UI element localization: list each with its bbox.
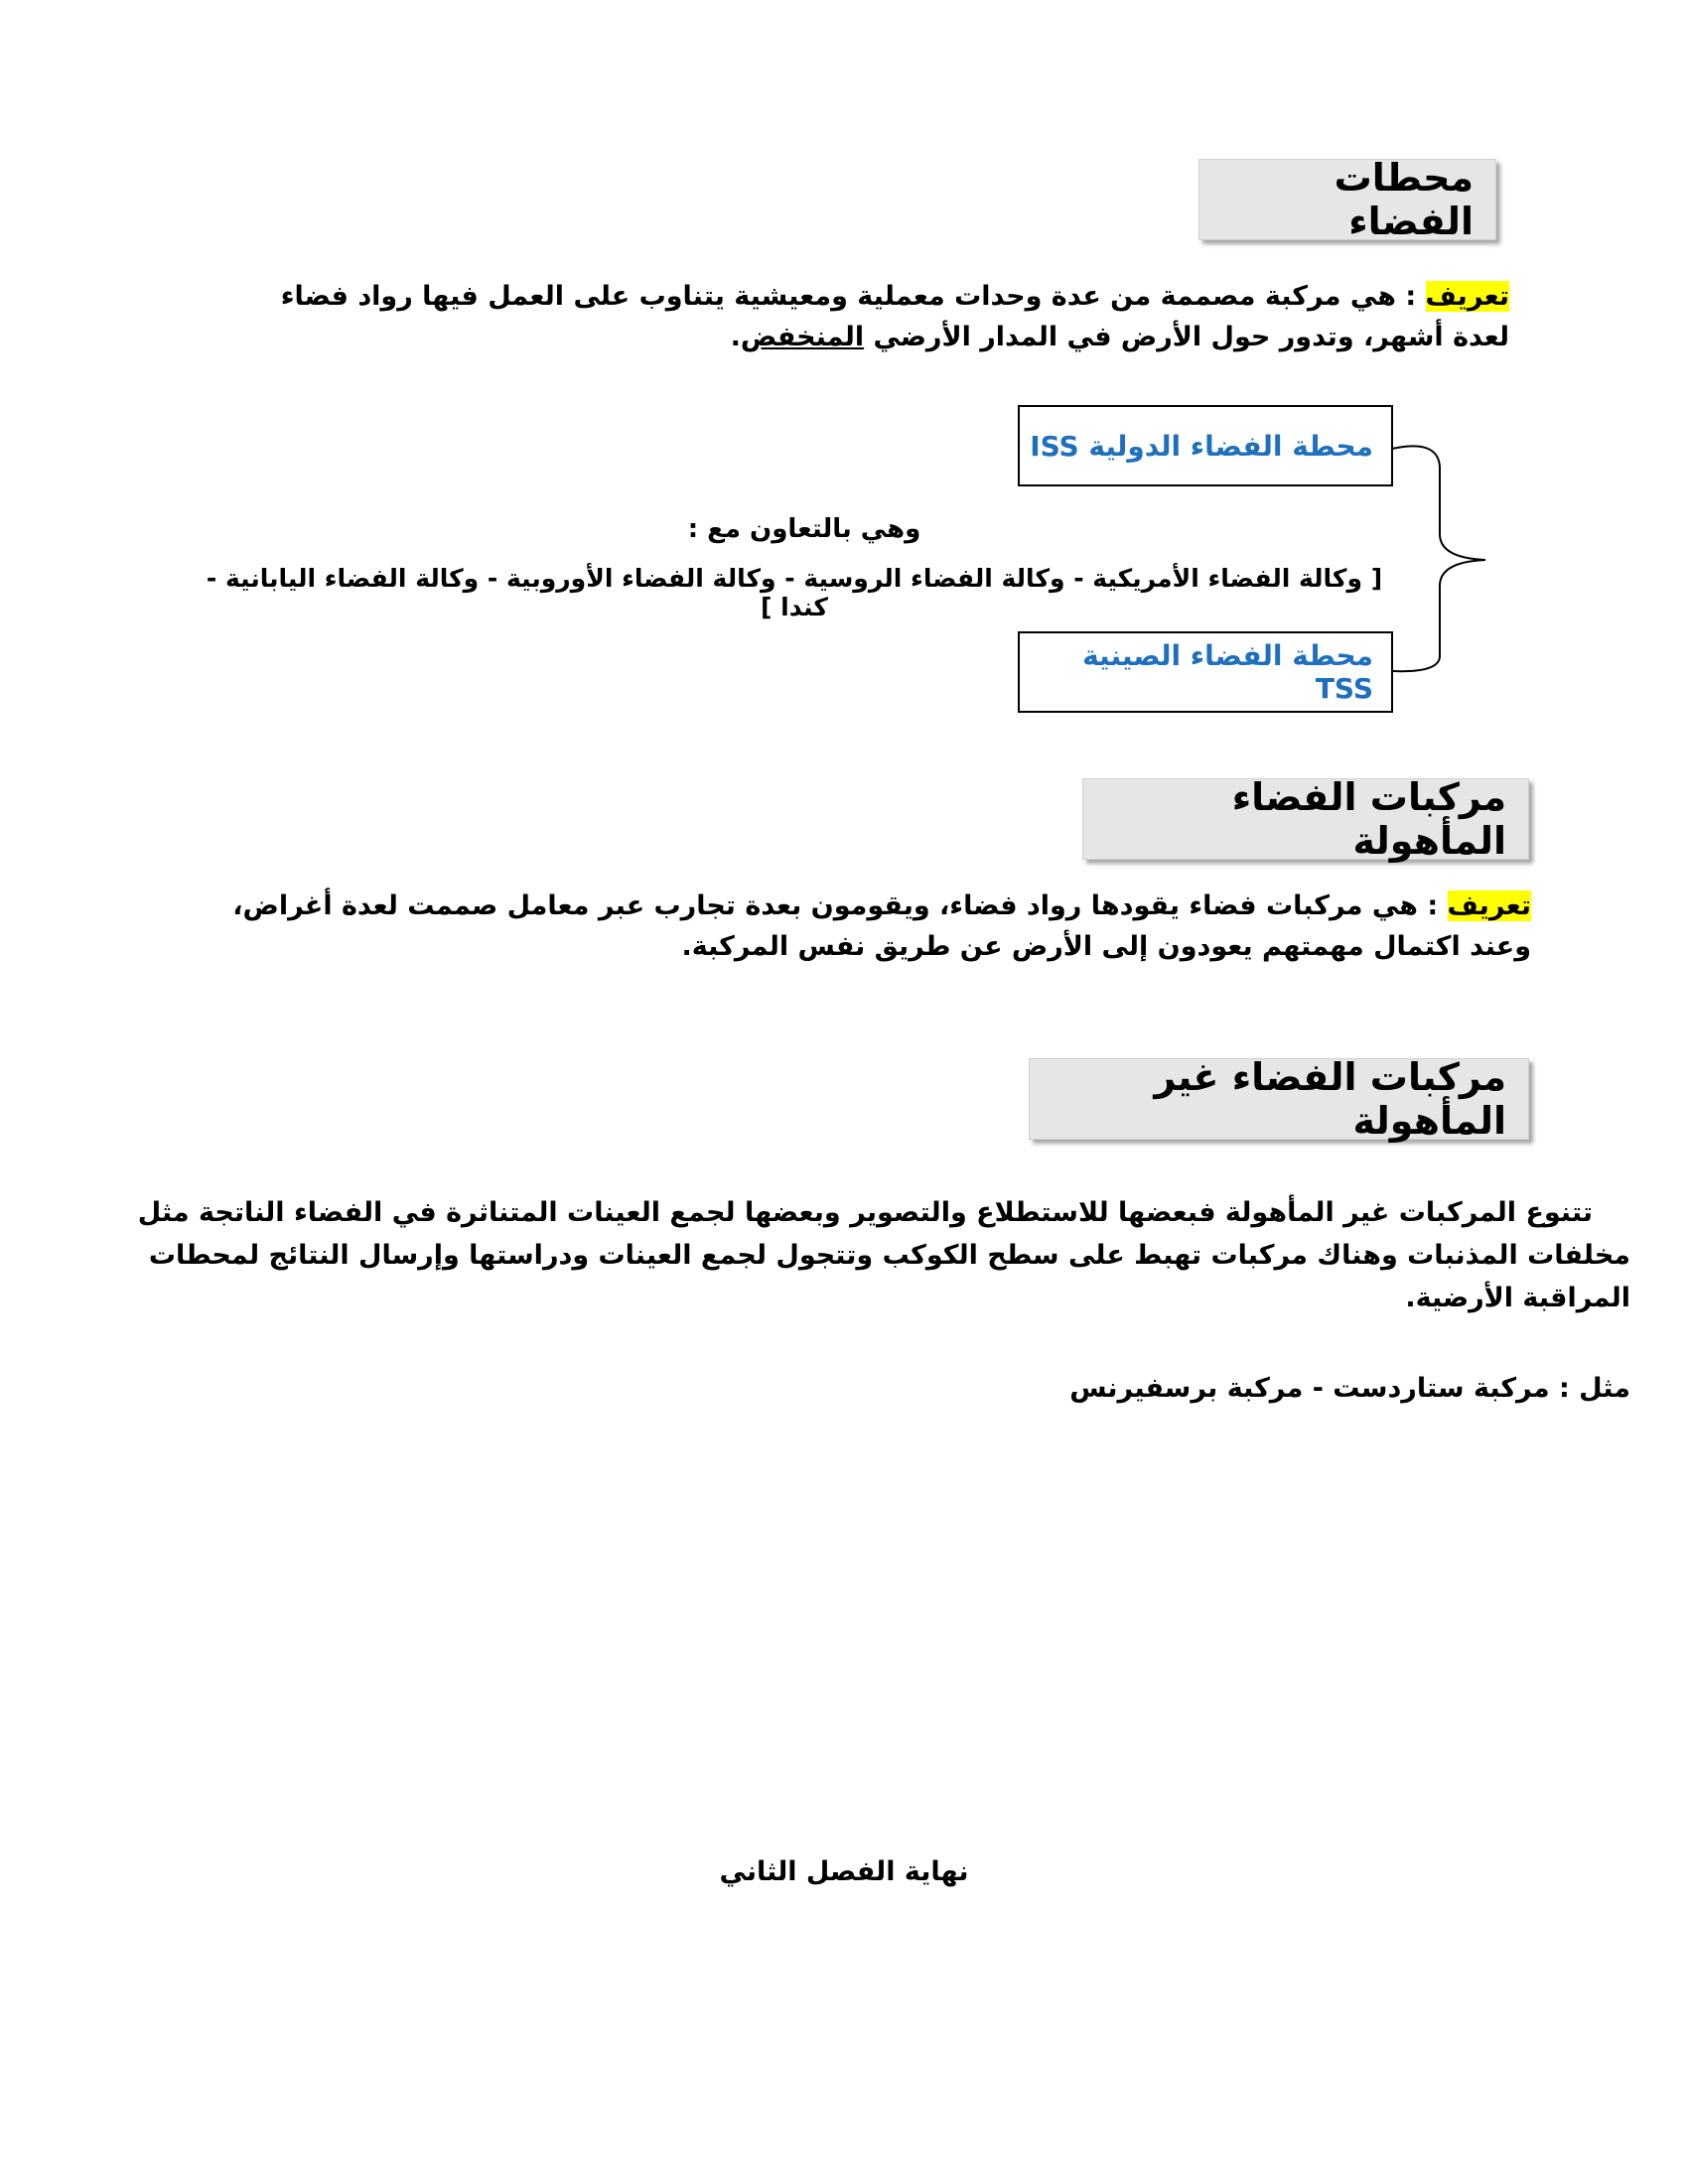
unmanned-description bbox=[81, 1191, 1630, 1319]
section-heading-unmanned-spacecraft bbox=[1029, 1055, 1529, 1143]
station-box-tss bbox=[1018, 631, 1393, 713]
definition-line-1: تعريف : هي مركبات فضاء يقودها رواد فضاء، ويقومون بعدة تجارب عبر معامل صممت لعدة أغراض، bbox=[232, 890, 1531, 921]
definition-manned-spacecraft bbox=[220, 886, 1531, 967]
chapter-end-text: نهاية الفصل الثاني bbox=[719, 1856, 969, 1887]
definition-label: تعريف bbox=[1447, 890, 1531, 921]
definition-line-2: لعدة أشهر، وتدور حول الأرض في المدار الأرضي المنخفض. bbox=[730, 322, 1509, 352]
underlined-word: المنخفض bbox=[740, 322, 865, 352]
paragraph-line-1: تتنوع المركبات غير المأهولة فبعضها للاستطلاع والتصوير وبعضها لجمع العينات المتناثرة في الفضاء الناتجة مثل bbox=[137, 1197, 1593, 1228]
definition-line-1: تعريف : هي مركبة مصممة من عدة وحدات معملية ومعيشية يتناوب على العمل فيها رواد فضاء bbox=[280, 281, 1509, 312]
section-heading-text: مركبات الفضاء غير المأهولة bbox=[1154, 1055, 1506, 1143]
definition-line-2: وعند اكتمال مهمتهم يعودون إلى الأرض عن طريق نفس المركبة. bbox=[681, 931, 1531, 962]
station-box-iss bbox=[1018, 405, 1393, 486]
paragraph-line-3: المراقبة الأرضية. bbox=[1405, 1283, 1630, 1313]
examples-line: مثل : مركبة ستاردست - مركبة برسفيرنس bbox=[1069, 1373, 1630, 1404]
section-heading-manned-spacecraft bbox=[1082, 775, 1529, 863]
section-heading-text: مركبات الفضاء المأهولة bbox=[1231, 775, 1506, 863]
station-label-tss: محطة الفضاء الصينية TSS bbox=[1082, 639, 1373, 705]
section-heading-text: محطات الفضاء bbox=[1334, 156, 1474, 243]
cooperation-label: وهي بالتعاون مع : bbox=[687, 514, 921, 544]
cooperation-list: [ وكالة الفضاء الأمريكية - وكالة الفضاء الروسية - وكالة الفضاء الأوروبية - وكالة الفضاء اليابانية - كندا ] bbox=[206, 564, 1383, 621]
definition-space-stations bbox=[218, 276, 1509, 357]
brace-connector bbox=[1390, 437, 1499, 685]
station-label-iss: محطة الفضاء الدولية ISS bbox=[1030, 429, 1373, 463]
section-heading-space-stations bbox=[1198, 156, 1496, 243]
paragraph-line-2: مخلفات المذنبات وهناك مركبات تهبط على سطح الكوكب وتتجول لجمع العينات ودراستها وإرسال النتائج لمحطات bbox=[148, 1240, 1630, 1271]
definition-label: تعريف bbox=[1425, 281, 1509, 312]
